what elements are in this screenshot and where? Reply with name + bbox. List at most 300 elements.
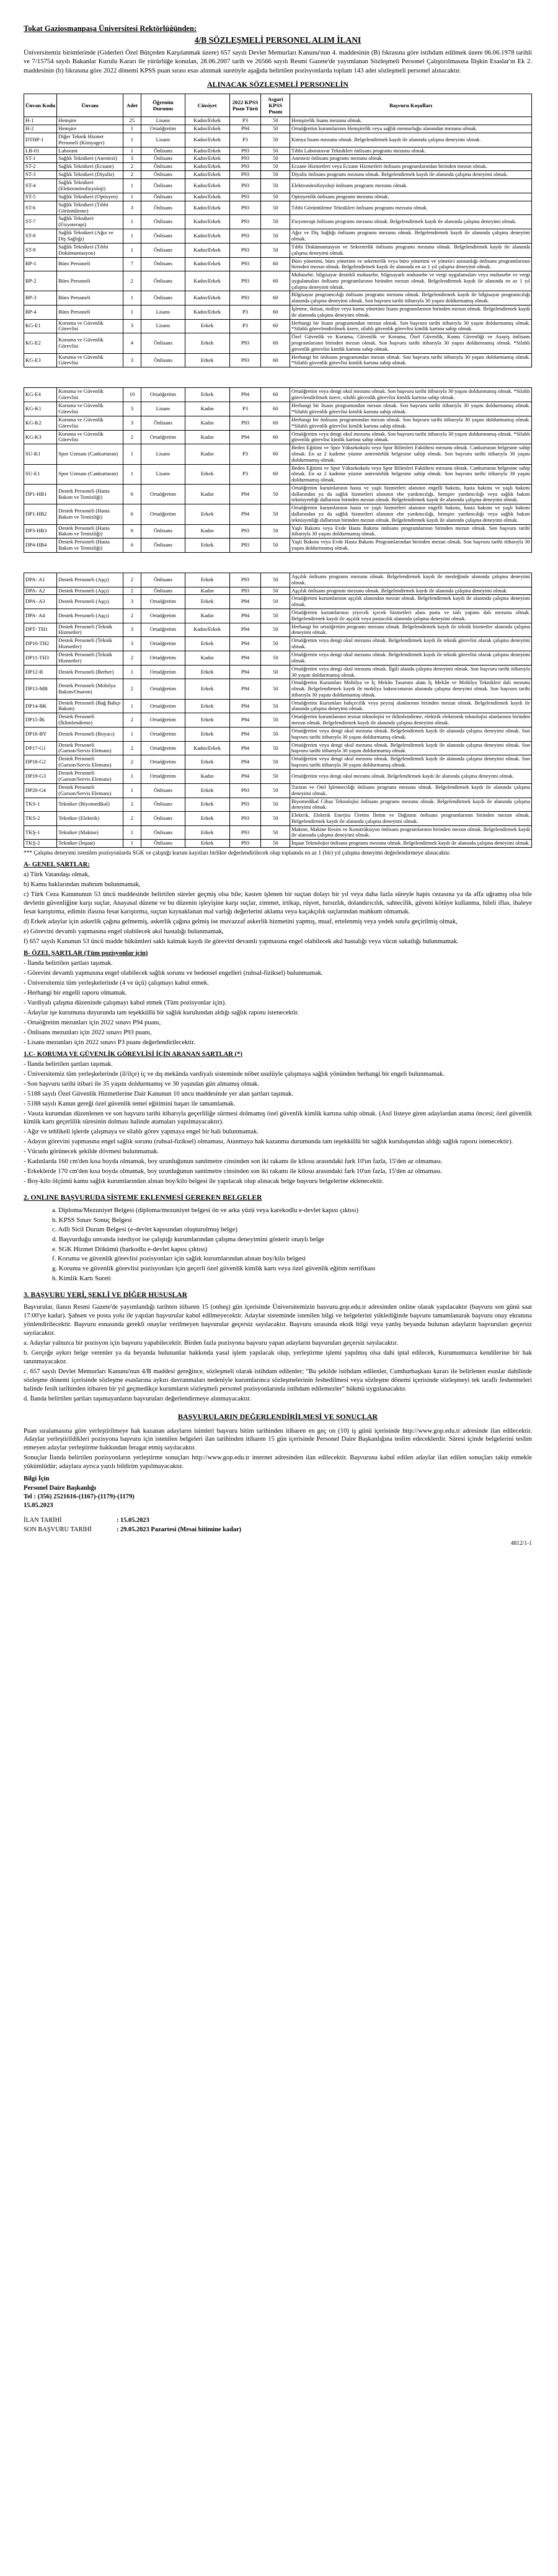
kpss-score-type: P93: [229, 524, 261, 538]
education-level: Önlisans: [141, 147, 185, 155]
column-header: Ünvanı: [57, 94, 123, 116]
quota: 3: [123, 402, 141, 416]
position-code: ST-2: [24, 163, 57, 171]
quota: 1: [123, 728, 141, 742]
quota: 2: [123, 713, 141, 728]
quota: 3: [123, 353, 141, 367]
kpss-score-type: P94: [229, 651, 261, 666]
quota: 1: [123, 770, 141, 784]
kpss-score-type: P93: [229, 163, 261, 171]
application-conditions: Ortaöğretim veya dengi okul mezunu olmak. Son başvuru tarihi itibarıyla 30 yaşını doldurmamış olmak. *Silahlı güvenlik görevlisi kimlik kartına sahip olmak.: [290, 430, 532, 444]
required-document-item: c. Adli Sicil Durum Belgesi (e-devlet kapısından oluşturulmuş belge): [52, 1226, 237, 1234]
education-level: Önlisans: [141, 333, 185, 353]
position-title: Büro Personeli: [57, 271, 123, 291]
general-condition-item: d) Erkek adaylar için askerlik çağına gelmemiş, askerlik çağına gelmiş ise muvazzaf askerlik hizmetini yapmış, muaf, ertelenmiş veya yedek sınıfa geçirilmiş olmak,: [24, 918, 458, 926]
position-code: DP4-HB4: [24, 538, 57, 553]
gender: Kadın/Erkek: [185, 155, 229, 163]
general-conditions-heading: A- GENEL ŞARTLAR:: [24, 861, 90, 869]
position-code: BP-1: [24, 257, 57, 271]
min-kpss-score: 50: [261, 155, 290, 163]
application-conditions: Aşçılık önlisans programı mezunu olmak. Belgelendirmek kaydı ile alanında çalışma deneyimi olmak.: [290, 587, 532, 595]
security-condition-item: - Vücudu görünecek şekilde dövmesi bulunmamak.: [24, 1148, 159, 1156]
gender: Erkek: [185, 798, 229, 812]
contact-date: 15.05.2023: [24, 1502, 53, 1510]
position-title: Destek Personeli (Aşçı): [57, 609, 123, 623]
min-kpss-score: 50: [261, 665, 290, 679]
position-code: DPT- TH1: [24, 623, 57, 637]
table-row: [24, 573, 532, 587]
position-code: DPA- A4: [24, 609, 57, 623]
education-level: Ortaöğretim: [141, 623, 185, 637]
general-condition-item: e) Görevini devamlı yapmasına engel olabilecek akıl hastalığı bulunmamak,: [24, 928, 224, 936]
position-code: DP1-HB2: [24, 504, 57, 524]
education-level: Lisans: [141, 444, 185, 464]
quota: 1: [123, 133, 141, 147]
announce-date-row: [24, 1516, 241, 1526]
position-code: BP-4: [24, 306, 57, 320]
kpss-score-type: P94: [229, 679, 261, 699]
table-row: [24, 353, 532, 367]
gender: Erkek: [185, 812, 229, 826]
education-level: Ortaöğretim: [141, 388, 185, 402]
kpss-score-type: P93: [229, 798, 261, 812]
kpss-score-type: P94: [229, 504, 261, 524]
table-row: [24, 402, 532, 416]
position-code: SU-K1: [24, 444, 57, 464]
quota: 1: [123, 215, 141, 229]
position-title: Destek Personeli (Aşçı): [57, 587, 123, 595]
position-code: BP-2: [24, 271, 57, 291]
quota: 1: [123, 699, 141, 713]
gender: Kadın/Erkek: [185, 271, 229, 291]
kpss-score-type: P93: [229, 201, 261, 215]
position-code: DPA- A2: [24, 587, 57, 595]
table-row: [24, 319, 532, 333]
position-title: Sağlık Teknikeri (Ağız ve Diş Sağlığı): [57, 229, 123, 244]
quota: 2: [123, 812, 141, 826]
table-row: [24, 229, 532, 244]
kpss-score-type: P93: [229, 179, 261, 193]
security-conditions: [24, 1050, 532, 1187]
table-row: [24, 637, 532, 651]
security-condition-item: - İlanda belirtilen şartları taşımak.: [24, 1060, 113, 1068]
special-conditions-heading: B- ÖZEL ŞARTLAR (Tüm pozisyonlar için): [24, 950, 148, 957]
quota: 1: [123, 306, 141, 320]
quota: 1: [123, 665, 141, 679]
position-code: ST-8: [24, 229, 57, 244]
gender: Kadın/Erkek: [185, 741, 229, 755]
kpss-score-type: P94: [229, 637, 261, 651]
application-section: [24, 1303, 532, 1404]
application-conditions: Ortaöğretim Kurumları bahçecilik veya peyzaj alanlarının birinden mezun olmak. Belgelendirmek kaydı ile alanında çalışma deneyimi olmak.: [290, 699, 532, 713]
experience-footnote: *** Çalışma deneyimi istenilen pozisyonlarda SGK ve çalıştığı kurum kayıtları birlikte değerlendirilecek olup toplamda en az 1 (bir) yıl çalışma deneyimi değerlendirmeye alınacaktır.: [24, 850, 451, 857]
table-row: [24, 741, 532, 755]
required-document-item: h. Kimlik Kartı Sureti: [52, 1274, 111, 1282]
quota: 2: [123, 755, 141, 770]
special-condition-item: - Vardiyalı çalışma düzeninde çalışmayı kabul etmek (Tüm pozisyonlar için).: [24, 999, 226, 1006]
application-conditions: Muhasebe, bilgisayar destekli muhasebe, bilgisayarlı muhasebe ve vergi uygulamaları veya muhasebe ve vergi uygulamaları önlisans programlarının birinden mezun olmak. Belgelendirmek kaydı ile alanında en az 1 yıl çalışma deneyimi olmak.: [290, 271, 532, 291]
application-conditions: Beden Eğitimi ve Spor Yüksekokulu veya Spor Bilimleri Fakültesi mezunu olmak. Cankurtaran belgesine sahip olmak. En az 2 kademe yüzme antrenörlük belgesine sahip olmak. Son başvuru tarihi itibarıyla 30 yaşını doldurmamış olmak.: [290, 464, 532, 484]
education-level: Ortaöğretim: [141, 665, 185, 679]
position-title: Destek Personeli (Berber): [57, 665, 123, 679]
general-condition-item: c) Türk Ceza Kanununun 53 üncü maddesinde belirtilen süreler geçmiş olsa bile; kasten işlenen bir suçtan dolayı bir yıl veya daha fazla süreyle hapis cezasına ya da affa uğramış olsa bile devletin güvenliğine karşı suçlar, Anayasal düzene ve bu düzenin işleyişine karşı suçlar, zimmet, irtikap, rüşvet, hırsızlık, dolandırıcılık, sahtecilik, güveni kötüye kullanma, hileli iflas, ihaleye fesat karıştırma, edimin ifasına fesat karıştırma, suçtan kaynaklanan mal varlığı değerlerini aklama veya kaçakçılık suçlarından mahkum olmamak.: [24, 891, 532, 916]
application-conditions: Ortaöğretim kurumlarının yiyecek içecek hizmetleri alanı pasta ve tatlı yapımı dalı mezunu olmak. Belgelendirmek kaydı ile aşçılık veya pastacılık alanında çalışma deneyimi olmak.: [290, 609, 532, 623]
position-code: LB-01: [24, 147, 57, 155]
required-document-item: b. KPSS Sınav Sonuç Belgesi: [52, 1216, 132, 1224]
gender: Erkek: [185, 573, 229, 587]
table-row: [24, 609, 532, 623]
table-row: [24, 201, 532, 215]
education-level: Ortaöğretim: [141, 741, 185, 755]
gender: Erkek: [185, 665, 229, 679]
table-row: [24, 651, 532, 666]
quota: 3: [123, 637, 141, 651]
table-row: [24, 713, 532, 728]
min-kpss-score: 60: [261, 416, 290, 430]
position-code: DPA- A1: [24, 573, 57, 587]
special-condition-item: - Üniversitemiz tüm yerleşkelerinde (4 ve üçü) çalışmayı kabul etmek.: [24, 979, 209, 987]
quota: 2: [123, 573, 141, 587]
min-kpss-score: 50: [261, 229, 290, 244]
gender: Kadın: [185, 587, 229, 595]
table-row: [24, 444, 532, 464]
min-kpss-score: 50: [261, 587, 290, 595]
education-level: Önlisans: [141, 179, 185, 193]
table-row: [24, 215, 532, 229]
application-conditions: Yaşlı Bakımı veya Evde Hasta Bakımı önlisans programlarının birinden mezun olmak. Son başvuru tarihi itibarıyla 30 yaşını doldurmamış olmak.: [290, 524, 532, 538]
general-condition-item: f) 657 sayılı Kanunun 53 üncü madde hükümleri saklı kalmak kaydı ile görevini devamlı yapmasına engel olabilecek akıl hastalığı veya vücut sakatlığı bulunmamak.: [24, 938, 459, 946]
quota: 3: [123, 155, 141, 163]
quota: 6: [123, 538, 141, 553]
min-kpss-score: 50: [261, 573, 290, 587]
position-code: DTHP-1: [24, 133, 57, 147]
column-header: Başvuru Koşulları: [290, 94, 532, 116]
min-kpss-score: 60: [261, 444, 290, 464]
gender: Erkek: [185, 595, 229, 609]
position-title: Destek Personeli (Garson/Servis Elemanı): [57, 741, 123, 755]
application-conditions: Ortaöğretim veya dengi okul mezunu olmak. Belgelendirmek kaydı ile alanında çalışma deneyimi olmak.: [290, 770, 532, 784]
position-code: KG-K3: [24, 430, 57, 444]
gender: Kadın/Erkek: [185, 623, 229, 637]
quota: 2: [123, 651, 141, 666]
education-level: Önlisans: [141, 783, 185, 798]
table-row: [24, 193, 532, 201]
application-conditions: Ortaöğretim veya dengi okul mezunu olmak. Belgelendirmek kaydı ile alanında çalışma deneyimi olmak. Son başvuru tarihi itibarıyla 30 yaşını doldurmamış olmak.: [290, 755, 532, 770]
position-title: Koruma ve Güvenlik Görevlisi: [57, 333, 123, 353]
quota: 3: [123, 319, 141, 333]
application-conditions: Ortaöğretim kurumlarının hasta ve yaşlı hizmetleri alanının engelli bakımı, hasta bakımı ve yaşlı bakımı dallarından ya da sağlık hizmetleri alanının ebe yardımcılığı, hemşire yardımcılığı veya sağlık bakım teknisyenliği dallarının birinden mezun olmak. Belgelendirmek kaydı ile alanında çalışma deneyimi olmak.: [290, 484, 532, 504]
kpss-score-type: P93: [229, 333, 261, 353]
security-condition-item: - Adayın görevini yapmasına engel sağlık sorunu (ruhsal-fiziksel) olmaması, Atanmaya hak kazanma durumunda tam teşekküllü bir sağlık kuruluşundan aldığı sağlık raporu istenecektir).: [24, 1138, 513, 1146]
table-row: [24, 623, 532, 637]
education-level: Ortaöğretim: [141, 755, 185, 770]
table-header-row: [24, 94, 532, 116]
table-row: [24, 291, 532, 306]
position-title: Koruma ve Güvenlik Görevlisi: [57, 430, 123, 444]
gender: Erkek: [185, 825, 229, 840]
position-code: DP19-G3: [24, 770, 57, 784]
gender: Kadın/Erkek: [185, 257, 229, 271]
gender: Kadın: [185, 484, 229, 504]
security-condition-item: - Üniversitemiz tüm yerleşkelerinde (il/ilçe) iç ve dış mekânda vardiyalı sisteminde nöbet usulüyle çalışmaya sağlık yönünden herhangi bir engeli bulunmamak.: [24, 1070, 445, 1078]
application-conditions: Beden Eğitimi ve Spor Yüksekokulu veya Spor Bilimleri Fakültesi mezunu olmak. Cankurtaran belgesine sahip olmak. En az 2 kademe yüzme antrenörlük belgesine sahip olmak. Son başvuru tarihi itibarıyla 30 yaşını doldurmamış olmak.: [290, 444, 532, 464]
position-title: Destek Personeli (Garson/Servis Elemanı): [57, 755, 123, 770]
kpss-score-type: P93: [229, 291, 261, 306]
position-title: Sağlık Teknikeri (Anestezi): [57, 155, 123, 163]
min-kpss-score: 50: [261, 243, 290, 257]
education-level: Lisans: [141, 464, 185, 484]
position-code: KG-K2: [24, 416, 57, 430]
quota: 2: [123, 798, 141, 812]
special-condition-item: - Lisans mezunları için 2022 sınavı P3 puanı değerlendirilecektir.: [24, 1039, 195, 1046]
gender: Erkek: [185, 538, 229, 553]
position-title: Tekniker (Makine): [57, 825, 123, 840]
table-row: [24, 770, 532, 784]
position-code: DP15-İK: [24, 713, 57, 728]
quota: 1: [123, 783, 141, 798]
gender: Erkek: [185, 353, 229, 367]
gender: Erkek: [185, 840, 229, 848]
position-code: DP20-G4: [24, 783, 57, 798]
positions-table-1: [24, 94, 532, 368]
position-code: TKŞ-1: [24, 825, 57, 840]
education-level: Önlisans: [141, 243, 185, 257]
kpss-score-type: P94: [229, 755, 261, 770]
contact-info-label: Bilgi İçin: [24, 1475, 50, 1483]
position-title: Destek Personeli (Hasta Bakım ve Temizliği): [57, 524, 123, 538]
position-code: DP18-G2: [24, 755, 57, 770]
table-row: [24, 133, 532, 147]
position-title: Büro Personeli: [57, 257, 123, 271]
position-code: DP11-TH3: [24, 651, 57, 666]
table-row: [24, 798, 532, 812]
position-title: Sağlık Teknikeri (Optisyen): [57, 193, 123, 201]
deadline-label: SON BAŞVURU TARİHİ: [24, 1526, 92, 1534]
quota: 1: [123, 291, 141, 306]
kpss-score-type: P94: [229, 699, 261, 713]
table-row: [24, 257, 532, 271]
table-row: [24, 416, 532, 430]
min-kpss-score: 50: [261, 504, 290, 524]
min-kpss-score: 50: [261, 524, 290, 538]
kpss-score-type: P3: [229, 402, 261, 416]
kpss-score-type: P94: [229, 713, 261, 728]
gender: Kadın/Erkek: [185, 306, 229, 320]
special-condition-item: - Herhangi bir engelli raporu olmamak.: [24, 989, 127, 996]
position-title: Tekniker (İnşaat): [57, 840, 123, 848]
education-level: Ortaöğretim: [141, 125, 185, 133]
application-conditions: Ortaöğretim veya dengi okul mezunu olmak. Belgelendirmek kaydı ile alanında çalışma deneyimi olmak. Son başvuru tarihi itibarıyla 30 yaşını doldurmamış olmak.: [290, 741, 532, 755]
kpss-score-type: P93: [229, 353, 261, 367]
kpss-score-type: P93: [229, 229, 261, 244]
table-row: [24, 484, 532, 504]
education-level: Önlisans: [141, 193, 185, 201]
kpss-score-type: P93: [229, 243, 261, 257]
gender: Kadın: [185, 524, 229, 538]
education-level: Lisans: [141, 117, 185, 125]
education-level: Önlisans: [141, 201, 185, 215]
application-paragraph: c. 657 sayılı Devlet Memurları Kanunu'nun 4/B maddesi gereğince, sözleşmeli olarak istihdam edilenler; "Bu şekilde istihdam edilenler, Cumhurbaşkanı kararı ile belirlenen esaslar dahilinde sözleşme dönemi içerisinde sözleşme esaslarına aykırı davranmaları nedeniyle kurumlarınca sözleşmelerinin feshedilmesi veya sözleşme dönemi içerisinde sözleşmeyi tek taraflı feshetmeleri halinde fesih tarihinden itibaren bir yıl geçmedikçe kurumların sözleşmeli personel pozisyonlarında istihdam edilemezler" hükmü uygulanacaktır.: [24, 1368, 532, 1392]
education-level: Önlisans: [141, 271, 185, 291]
application-conditions: Turizm ve Otel İşletmeciliği önlisans programı mezunu olmak. Belgelendirmek kaydı ile alanında çalışma deneyimi olmak.: [290, 783, 532, 798]
required-document-item: e. SGK Hizmet Dökümü (barkodlu e-devlet kapısı çıktısı): [52, 1245, 208, 1253]
application-conditions: Herhangi bir önlisans programından mezun olmak. Son başvuru tarihi itibarıyla 30 yaşını doldurmamış olmak. *Silahlı güvenlik görevlisi kimlik kartına sahip olmak.: [290, 353, 532, 367]
kpss-score-type: P93: [229, 271, 261, 291]
special-condition-item: - Ortaöğretim mezunları için 2022 sınavı P94 puanı,: [24, 1019, 161, 1026]
security-condition-item: - 5188 sayılı Kanun gereği özel güvenlik temel eğitimini başarı ile tamamlamak.: [24, 1100, 236, 1107]
table-row: [24, 271, 532, 291]
min-kpss-score: 50: [261, 825, 290, 840]
gender: Erkek: [185, 319, 229, 333]
quota: 1: [123, 825, 141, 840]
table-row: [24, 163, 532, 171]
application-heading: 3. BAŞVURU YERİ, ŞEKLİ VE DİĞER HUSUSLAR: [24, 1291, 187, 1299]
quota: 2: [123, 271, 141, 291]
min-kpss-score: 50: [261, 215, 290, 229]
table-row: [24, 783, 532, 798]
quota: 3: [123, 416, 141, 430]
application-conditions: Ağız ve Diş Sağlığı önlisans programı mezunu olmak. Belgelendirmek kaydı ile alanında çalışma deneyimi olmak.: [290, 229, 532, 244]
position-code: H-1: [24, 117, 57, 125]
gender: Kadın: [185, 651, 229, 666]
announce-date-label: İLAN TARİHİ: [24, 1516, 62, 1524]
column-header: Asgari KPSS Puanı: [261, 94, 290, 116]
application-conditions: Ortaöğretim veya dengi okul mezunu olmak. Belgelendirmek kaydı ile teknik görevlisi olarak çalışma deneyimi olmak.: [290, 651, 532, 666]
position-title: Büro Personeli: [57, 291, 123, 306]
position-title: Büro Personeli: [57, 306, 123, 320]
min-kpss-score: 60: [261, 333, 290, 353]
position-code: ST-3: [24, 171, 57, 179]
quota: 2: [123, 163, 141, 171]
security-conditions-heading: 1.C- KORUMA VE GÜVENLİK GÖREVLİSİ İÇİN ARANAN ŞARTLAR (*): [24, 1050, 242, 1058]
special-condition-item: - İlanda belirtilen şartları taşımak.: [24, 959, 113, 967]
quota: 1: [123, 840, 141, 848]
min-kpss-score: 50: [261, 133, 290, 147]
application-conditions: Ortaöğretim kurumlarının hasta ve yaşlı hizmetleri alanının engelli bakımı, hasta bakımı ve yaşlı bakımı dallarından ya da sağlık hizmetleri alanının ebe yardımcılığı, hemşire yardımcılığı veya sağlık bakım teknisyenliği dallarının birinden mezun olmak. Belgelendirmek kaydı ile alanında çalışma deneyimi olmak.: [290, 504, 532, 524]
education-level: Önlisans: [141, 587, 185, 595]
documents-list: [52, 1206, 532, 1283]
min-kpss-score: 50: [261, 783, 290, 798]
education-level: Önlisans: [141, 538, 185, 553]
table-row: [24, 147, 532, 155]
special-condition-item: - Görevini devamlı yapmasına engel olabilecek sağlık sorunu ve bedensel engelleri (ruhsal-fiziksel) bulunmamak.: [24, 969, 323, 977]
min-kpss-score: 50: [261, 125, 290, 133]
quota: 2: [123, 171, 141, 179]
gender: Erkek: [185, 333, 229, 353]
position-title: Hemşire: [57, 117, 123, 125]
kpss-score-type: P93: [229, 147, 261, 155]
quota: 25: [123, 117, 141, 125]
position-title: Koruma ve Güvenlik Görevlisi: [57, 319, 123, 333]
table-row: [24, 587, 532, 595]
table-row: [24, 171, 532, 179]
gender: Erkek: [185, 713, 229, 728]
kpss-score-type: P93: [229, 416, 261, 430]
position-code: H-2: [24, 125, 57, 133]
gender: Kadın/Erkek: [185, 117, 229, 125]
kpss-score-type: P93: [229, 587, 261, 595]
position-code: KG-E1: [24, 319, 57, 333]
min-kpss-score: 60: [261, 402, 290, 416]
application-conditions: Biyomedikal Cihaz Teknolojisi önlisans programı mezunu olmak. Belgelendirmek kaydı ile alanında çalışma deneyimi olmak.: [290, 798, 532, 812]
security-condition-item: - 5188 sayılı Özel Güvenlik Hizmetlerine Dair Kanunun 10 uncu maddesinde yer alan şartları taşımak.: [24, 1090, 294, 1097]
application-conditions: Eczane Hizmetleri veya Eczane Hizmetleri önlisans programlarından birinden mezun olmak.: [290, 163, 532, 171]
gender: Kadın: [185, 609, 229, 623]
kpss-score-type: P94: [229, 623, 261, 637]
min-kpss-score: 50: [261, 812, 290, 826]
position-title: Laborant: [57, 147, 123, 155]
quota: 1: [123, 193, 141, 201]
min-kpss-score: 50: [261, 623, 290, 637]
gender: Kadın/Erkek: [185, 243, 229, 257]
position-code: DPA- A3: [24, 595, 57, 609]
special-conditions: [24, 949, 532, 1047]
gender: Kadın/Erkek: [185, 201, 229, 215]
kpss-score-type: P93: [229, 171, 261, 179]
application-paragraph: d. İlanda belirtilen şartları taşımayanların başvuruları değerlendirmeye alınmayacaktır.: [24, 1395, 251, 1402]
position-title: Sağlık Teknikeri (Tıbbi Dokümantasyon): [57, 243, 123, 257]
education-level: Lisans: [141, 402, 185, 416]
quota: 2: [123, 679, 141, 699]
quota: 1: [123, 125, 141, 133]
min-kpss-score: 60: [261, 388, 290, 402]
education-level: Ortaöğretim: [141, 728, 185, 742]
application-conditions: Kimya lisans mezunu olmak. Belgelendirmek kaydı ile alanında çalışma deneyimi olmak.: [290, 133, 532, 147]
education-level: Ortaöğretim: [141, 679, 185, 699]
position-code: ST-1: [24, 155, 57, 163]
position-title: Destek Personeli (Mobilya Bakım/Onarım): [57, 679, 123, 699]
column-header: Adet: [123, 94, 141, 116]
position-code: BP-3: [24, 291, 57, 306]
table-row: [24, 504, 532, 524]
gender: Erkek: [185, 728, 229, 742]
position-title: Destek Personeli (Hasta Bakım ve Temizliği): [57, 504, 123, 524]
general-condition-item: a) Türk Vatandaşı olmak,: [24, 871, 90, 879]
education-level: Lisans: [141, 133, 185, 147]
table-row: [24, 840, 532, 848]
security-condition-item: - Son başvuru tarihi itibari ile 35 yaşını doldurmamış ve 30 yaşından gün almamış olmak.: [24, 1080, 259, 1088]
position-title: Destek Personeli (Teknik Hizmetler): [57, 651, 123, 666]
kpss-score-type: P94: [229, 665, 261, 679]
evaluation-section: [24, 1427, 532, 1472]
kpss-score-type: P94: [229, 770, 261, 784]
position-code: ST-4: [24, 179, 57, 193]
kpss-score-type: P94: [229, 388, 261, 402]
education-level: Önlisans: [141, 840, 185, 848]
position-title: Destek Personeli (Hasta Bakım ve Temizliği): [57, 538, 123, 553]
gender: Erkek: [185, 679, 229, 699]
gender: Erkek: [185, 504, 229, 524]
application-conditions: Ortaöğretim kurumlarının tesisat teknolojisi ve iklimlendirme, elektrik elektronik teknolojisi alanlarının birinden mezun olmak. Belgelendirmek kaydı ile alanında çalışma deneyimi olmak.: [290, 713, 532, 728]
gender: Kadın: [185, 770, 229, 784]
application-conditions: İşletme, iktisat, maliye veya kamu yönetimi lisans programlarının birinden mezun olmak. Belgelendirmek kaydı ile alanında çalışma deneyimi olmak.: [290, 306, 532, 320]
application-conditions: Bilgisayar programcılığı önlisans programı mezunu olmak. Belgelendirmek kaydı ile bilgisayar programcılığı alanında çalışma deneyimi olmak. Son başvuru tarihi itibarıyla 30 yaşını doldurmamış olmak.: [290, 291, 532, 306]
kpss-score-type: P93: [229, 215, 261, 229]
kpss-score-type: P93: [229, 825, 261, 840]
position-code: DP1-HB1: [24, 484, 57, 504]
application-conditions: Diyaliz önlisans programı mezunu olmak. Belgelendirmek kaydı ile alanında çalışma deneyimi olmak.: [290, 171, 532, 179]
gender: Kadın/Erkek: [185, 229, 229, 244]
min-kpss-score: 50: [261, 179, 290, 193]
quota: 1: [123, 444, 141, 464]
application-conditions: İnşaat Teknolojisi önlisans programı mezunu olmak. Belgelendirmek kaydı ile alanında çalışma deneyimi olmak.: [290, 840, 532, 848]
min-kpss-score: 50: [261, 699, 290, 713]
required-document-item: a. Diploma/Mezuniyet Belgesi (diploma/mezuniyet belgesi ön ve arka yüzü veya karekodlu e-devlet kapısı çıktısı): [52, 1207, 359, 1215]
gender: Erkek: [185, 464, 229, 484]
min-kpss-score: 50: [261, 163, 290, 171]
application-conditions: Ortaöğretim veya dengi okul mezunu olmak. Son başvuru tarihi itibarıyla 30 yaşını doldurmamış olmak. *Silahlı görevlendirilmek üzere, silahlı güvenlik görevlisi kimlik kartına sahip olmak.: [290, 388, 532, 402]
kpss-score-type: P94: [229, 609, 261, 623]
